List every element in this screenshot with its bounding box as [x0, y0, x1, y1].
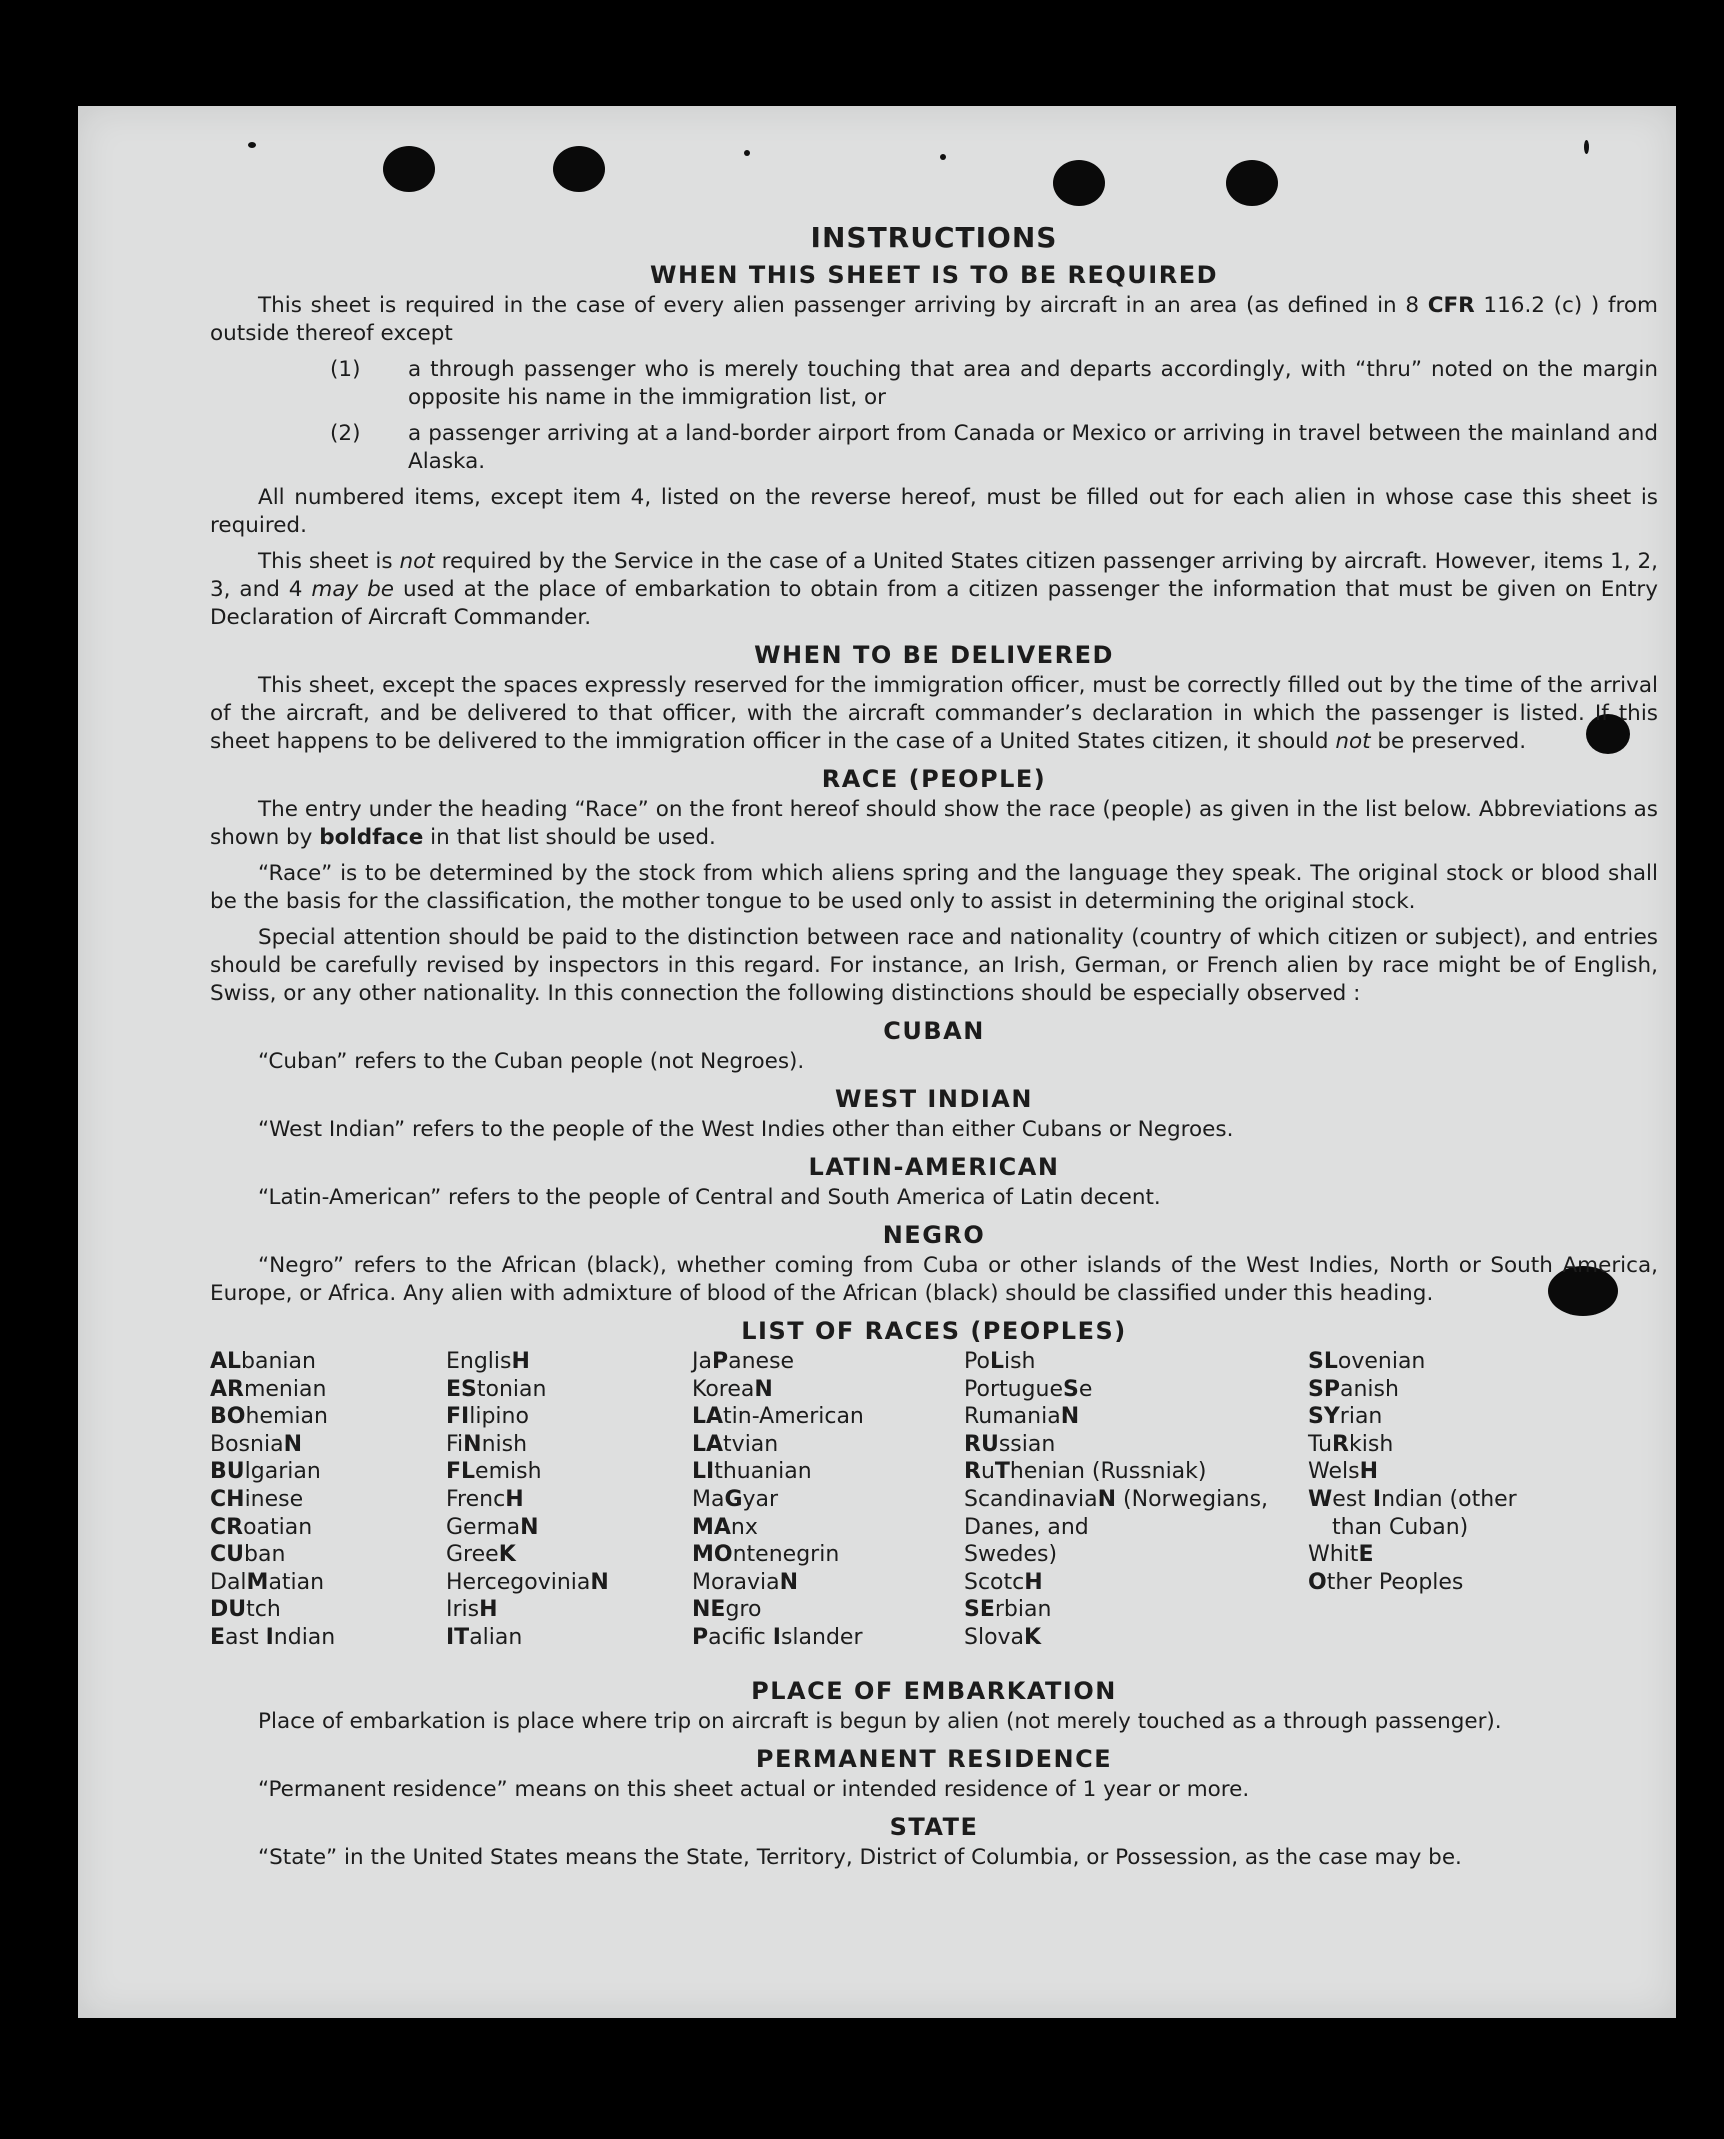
exception-item — [210, 420, 1658, 476]
heading-when-required: WHEN THIS SHEET IS TO BE REQUIRED — [649, 261, 1219, 289]
punch-hole — [553, 146, 605, 192]
item-text: a passenger arriving at a land-border airport from Canada or Mexico or arriving in travel between the mainland and Alaska. — [408, 421, 1658, 474]
ink-speck — [248, 142, 256, 148]
race-entry: Pacific Islander — [692, 1624, 863, 1650]
race-entry: SErbian — [964, 1597, 1052, 1623]
race-entry: BosniaN — [210, 1431, 302, 1457]
west-indian-text: “West Indian” refers to the people of the West Indies other than either Cubans or Negroes. — [258, 1117, 1234, 1142]
race-entry: KoreaN — [692, 1376, 773, 1402]
embarkation-text: Place of embarkation is place where trip on aircraft is begun by alien (not merely touched as a through passenger). — [258, 1709, 1502, 1734]
race-paragraph-1: The entry under the heading “Race” on the front hereof should show the race (people) as given in the list below. Abbreviations as shown by boldface in that list should be used. — [210, 797, 1658, 850]
race-entry: IrisH — [446, 1597, 498, 1623]
races-column — [210, 1348, 335, 1652]
races-column — [692, 1348, 864, 1652]
races-list — [210, 1348, 1658, 1670]
race-entry: FrencH — [446, 1486, 524, 1512]
race-entry: MoraviaN — [692, 1569, 799, 1595]
race-entry: CUban — [210, 1542, 286, 1568]
ink-speck — [744, 150, 750, 156]
race-entry: LIthuanian — [692, 1459, 812, 1485]
race-entry: DalMatian — [210, 1569, 325, 1595]
race-entry: FiNnish — [446, 1431, 528, 1457]
race-entry: WhitE — [1308, 1542, 1374, 1568]
punch-hole — [1226, 160, 1278, 206]
race-entry: Other Peoples — [1308, 1569, 1464, 1595]
race-entry: EStonian — [446, 1376, 547, 1402]
race-entry: SPanish — [1308, 1376, 1399, 1402]
race-entry: RuThenian (Russniak) — [964, 1459, 1207, 1485]
heading-west-indian: WEST INDIAN — [835, 1085, 1033, 1113]
races-column — [446, 1348, 609, 1652]
heading-latin-american: LATIN-AMERICAN — [808, 1153, 1060, 1181]
race-entry: FIlipino — [446, 1404, 529, 1430]
race-entry: FLemish — [446, 1459, 542, 1485]
numbered-items-paragraph: All numbered items, except item 4, listed on the reverse hereof, must be filled out for each alien in whose case this sheet is required. — [210, 485, 1658, 538]
item-text: a through passenger who is merely touching that area and departs accordingly, with “thru” noted on the margin opposite his name in the immigration list, or — [408, 357, 1658, 410]
heading-place-of-embarkation: PLACE OF EMBARKATION — [751, 1677, 1117, 1705]
race-entry: MAnx — [692, 1514, 758, 1540]
race-entry: HercegoviniaN — [446, 1569, 609, 1595]
race-entry: LAtvian — [692, 1431, 779, 1457]
race-paragraph-2: “Race” is to be determined by the stock from which aliens spring and the language they speak. The original stock or blood shall be the basis for the classification, the mother tongue to be used only to assist in determining the original stock. — [210, 861, 1658, 914]
race-entry: ScotcH — [964, 1569, 1043, 1595]
race-entry: SlovaK — [964, 1624, 1042, 1650]
race-entry: MaGyar — [692, 1486, 779, 1512]
punch-hole — [1053, 160, 1105, 206]
ink-speck — [1584, 140, 1589, 154]
race-entry: RUssian — [964, 1431, 1056, 1457]
race-entry: RumaniaN — [964, 1404, 1080, 1430]
race-entry: BUlgarian — [210, 1459, 321, 1485]
race-entry: JaPanese — [692, 1349, 795, 1374]
race-entry: BOhemian — [210, 1404, 328, 1430]
race-entry: LAtin-American — [692, 1404, 864, 1430]
race-entry: CHinese — [210, 1486, 304, 1512]
race-entry: Danes, and — [964, 1514, 1089, 1540]
punch-hole — [383, 146, 435, 192]
race-entry: East Indian — [210, 1624, 336, 1650]
item-number: (1) — [330, 357, 361, 382]
citizen-paragraph: This sheet is not required by the Service in the case of a United States citizen passenger arriving by aircraft. However, items 1, 2, 3, and 4 may be used at the place of embarkation to obtain from a citizen passenger the information that must be given on Entry Declaration of Aircraft Commander. — [210, 549, 1658, 630]
instructions-content — [210, 221, 1659, 1880]
heading-when-delivered: WHEN TO BE DELIVERED — [754, 641, 1114, 669]
item-number: (2) — [330, 421, 361, 446]
race-entry: GermaN — [446, 1514, 539, 1540]
race-entry: PoLish — [964, 1349, 1036, 1374]
race-entry: SYrian — [1308, 1404, 1383, 1430]
latin-american-text: “Latin-American” refers to the people of Central and South America of Latin decent. — [258, 1185, 1161, 1210]
race-entry: WelsH — [1308, 1459, 1378, 1485]
cuban-text: “Cuban” refers to the Cuban people (not Negroes). — [258, 1049, 805, 1074]
race-entry: DUtch — [210, 1597, 281, 1623]
heading-state: STATE — [889, 1813, 979, 1841]
race-entry: West Indian (other — [1308, 1486, 1517, 1512]
race-entry: than Cuban) — [1332, 1514, 1469, 1540]
race-paragraph-3: Special attention should be paid to the distinction between race and nationality (country of which citizen or subject), and entries should be carefully revised by inspectors in this regard. For instance, an Irish, German, or French alien by race might be of English, Swiss, or any other nationality. In this connection the following distinctions should be especially observed : — [210, 925, 1658, 1006]
races-column — [1308, 1348, 1517, 1596]
document-sheet — [78, 106, 1676, 2018]
negro-text: “Negro” refers to the African (black), whether coming from Cuba or other islands of the West Indies, North or South America, Europe, or Africa. Any alien with admixture of blood of the African (black) should be classified under this heading. — [210, 1253, 1658, 1306]
heading-negro: NEGRO — [882, 1221, 986, 1249]
delivered-paragraph: This sheet, except the spaces expressly reserved for the immigration officer, must be correctly filled out by the time of the arrival of the aircraft, and be delivered to that officer, with the aircraft commander’s declaration in which the passenger is listed. If this sheet happens to be delivered to the immigration officer in the case of a United States citizen, it should not be preserved. — [210, 673, 1658, 754]
heading-race: RACE (PEOPLE) — [821, 765, 1047, 793]
races-column — [964, 1348, 1268, 1652]
race-entry: TuRkish — [1308, 1431, 1394, 1457]
race-entry: SLovenian — [1308, 1349, 1426, 1374]
race-entry: Swedes) — [964, 1542, 1058, 1568]
heading-permanent-residence: PERMANENT RESIDENCE — [755, 1745, 1113, 1773]
ink-speck — [940, 154, 946, 160]
race-entry: EnglisH — [446, 1349, 530, 1374]
race-entry: NEgro — [692, 1597, 762, 1623]
race-entry: MOntenegrin — [692, 1542, 840, 1568]
required-paragraph: This sheet is required in the case of every alien passenger arriving by aircraft in an area (as defined in 8 CFR 116.2 (c) ) from outside thereof except — [210, 293, 1659, 346]
race-entry: PortugueSe — [964, 1376, 1093, 1402]
residence-text: “Permanent residence” means on this sheet actual or intended residence of 1 year or more. — [258, 1777, 1250, 1802]
exception-item — [210, 356, 1658, 412]
race-entry: ALbanian — [210, 1349, 316, 1374]
race-entry: ITalian — [446, 1624, 523, 1650]
page-title: INSTRUCTIONS — [810, 221, 1058, 254]
heading-cuban: CUBAN — [883, 1017, 985, 1045]
race-entry: ScandinaviaN (Norwegians, — [964, 1486, 1269, 1512]
race-entry: ARmenian — [210, 1376, 327, 1402]
race-entry: CRoatian — [210, 1514, 313, 1540]
race-entry: GreeK — [446, 1542, 516, 1568]
heading-list-of-races: LIST OF RACES (PEOPLES) — [741, 1317, 1127, 1345]
state-text: “State” in the United States means the State, Territory, District of Columbia, or Possession, as the case may be. — [258, 1845, 1462, 1870]
